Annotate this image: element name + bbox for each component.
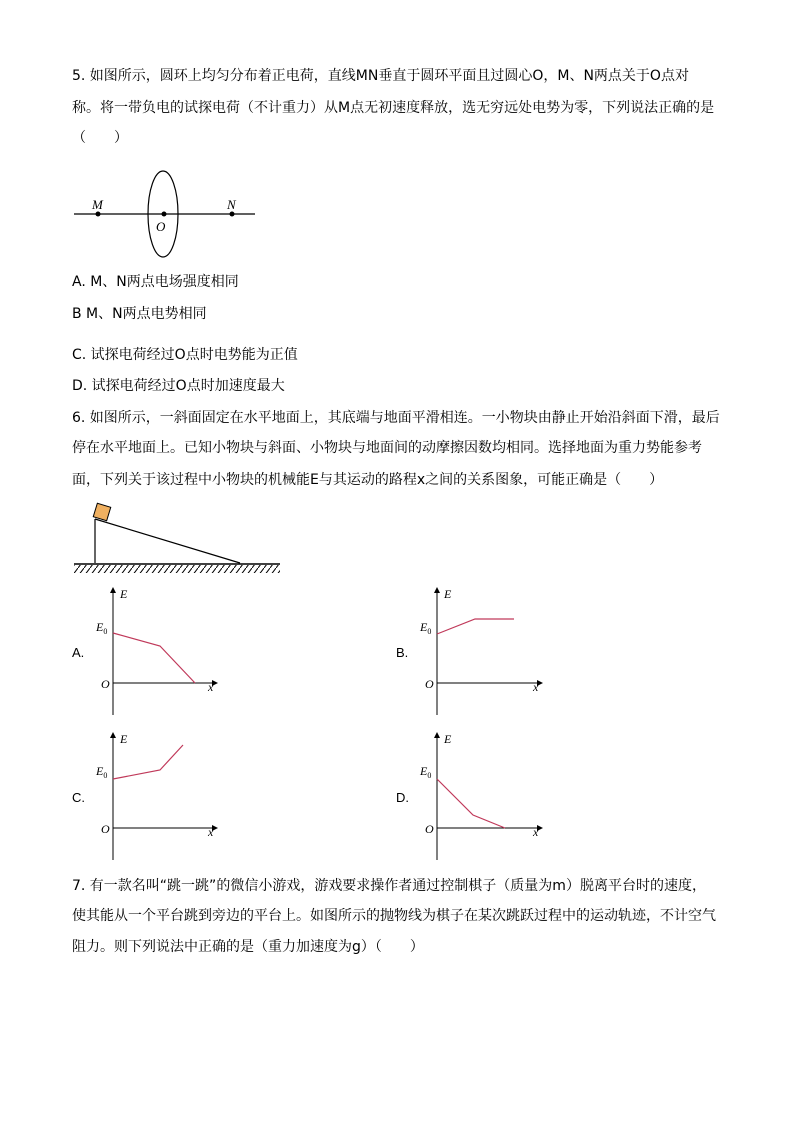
q6-stem-line-3: 面，下列关于该过程中小物块的机械能E与其运动的路程x之间的关系图象，可能正确是（ ） [72, 472, 664, 488]
q6-option-a[interactable]: A. [72, 645, 85, 660]
q7-stem-line-1: 7. 有一款名叫“跳一跳”的微信小游戏，游戏要求操作者通过控制棋子（质量为m）脱离平台时的速度， [72, 878, 706, 894]
q5-stem-line-3: （ ） [72, 130, 128, 146]
q6-option-d[interactable]: D. [396, 790, 409, 805]
ground-hatching [74, 565, 280, 573]
graph-c-x-label: x [208, 825, 214, 839]
graph-a-e0-label: $E_0$ [96, 620, 108, 636]
graph-b [396, 587, 540, 715]
graph-b-x-label: x [533, 680, 539, 694]
q5-option-a[interactable]: A. M、N两点电场强度相同 [72, 274, 239, 290]
graph-d-e0-label: $E_0$ [420, 764, 432, 780]
graph-c-e-label: E [120, 732, 128, 746]
q5-stem-line-2: 称。将一带负电的试探电荷（不计重力）从M点无初速度释放，选无穷远处电势为零，下列说法正确的是 [72, 100, 715, 116]
label-o: O [156, 219, 166, 234]
q6-option-b[interactable]: B. [396, 645, 409, 660]
graph-c [72, 732, 215, 860]
graph-a-x-label: x [208, 680, 214, 694]
sliding-block [93, 503, 110, 520]
graph-d [396, 732, 540, 860]
q5-option-d[interactable]: D. 试探电荷经过O点时加速度最大 [72, 378, 285, 394]
q6-option-c[interactable]: C. [72, 790, 85, 805]
q5-option-b[interactable]: B M、N两点电势相同 [72, 306, 207, 322]
graph-d-x-label: x [533, 825, 539, 839]
q6-stem-line-2: 停在水平地面上。已知小物块与斜面、小物块与地面间的动摩擦因数均相同。选择地面为重力势能参考 [72, 440, 702, 456]
graph-b-curve [437, 619, 514, 634]
graph-d-curve [437, 779, 505, 828]
incline-slope [95, 519, 240, 563]
graph-c-e0-label: $E_0$ [96, 764, 108, 780]
graph-a-e-label: E [120, 587, 128, 601]
graph-b-origin-label: O [425, 677, 434, 691]
graph-d-e-label: E [444, 732, 452, 746]
graph-a-origin-label: O [101, 677, 110, 691]
label-n: N [227, 197, 236, 212]
q5-option-c[interactable]: C. 试探电荷经过O点时电势能为正值 [72, 347, 298, 363]
graph-b-e-label: E [444, 587, 452, 601]
q7-stem-line-3: 阻力。则下列说法中正确的是（重力加速度为g）（ ） [72, 939, 424, 955]
graph-c-curve [113, 745, 183, 779]
q7-stem-line-2: 使其能从一个平台跳到旁边的平台上。如图所示的抛物线为棋子在某次跳跃过程中的运动轨迹，不计空气 [72, 908, 716, 924]
label-m: M [92, 197, 103, 212]
graph-d-origin-label: O [425, 822, 434, 836]
graph-a [72, 587, 215, 715]
graph-c-origin-label: O [101, 822, 110, 836]
incline-figure [74, 503, 280, 573]
q5-stem-line-1: 5. 如图所示，圆环上均匀分布着正电荷，直线MN垂直于圆环平面且过圆心O，M、N两点关于O点对 [72, 68, 689, 84]
graph-b-e0-label: $E_0$ [420, 620, 432, 636]
q6-stem-line-1: 6. 如图所示，一斜面固定在水平地面上，其底端与地面平滑相连。一小物块由静止开始沿斜面下滑，最后 [72, 410, 720, 426]
graph-a-curve [113, 633, 195, 683]
